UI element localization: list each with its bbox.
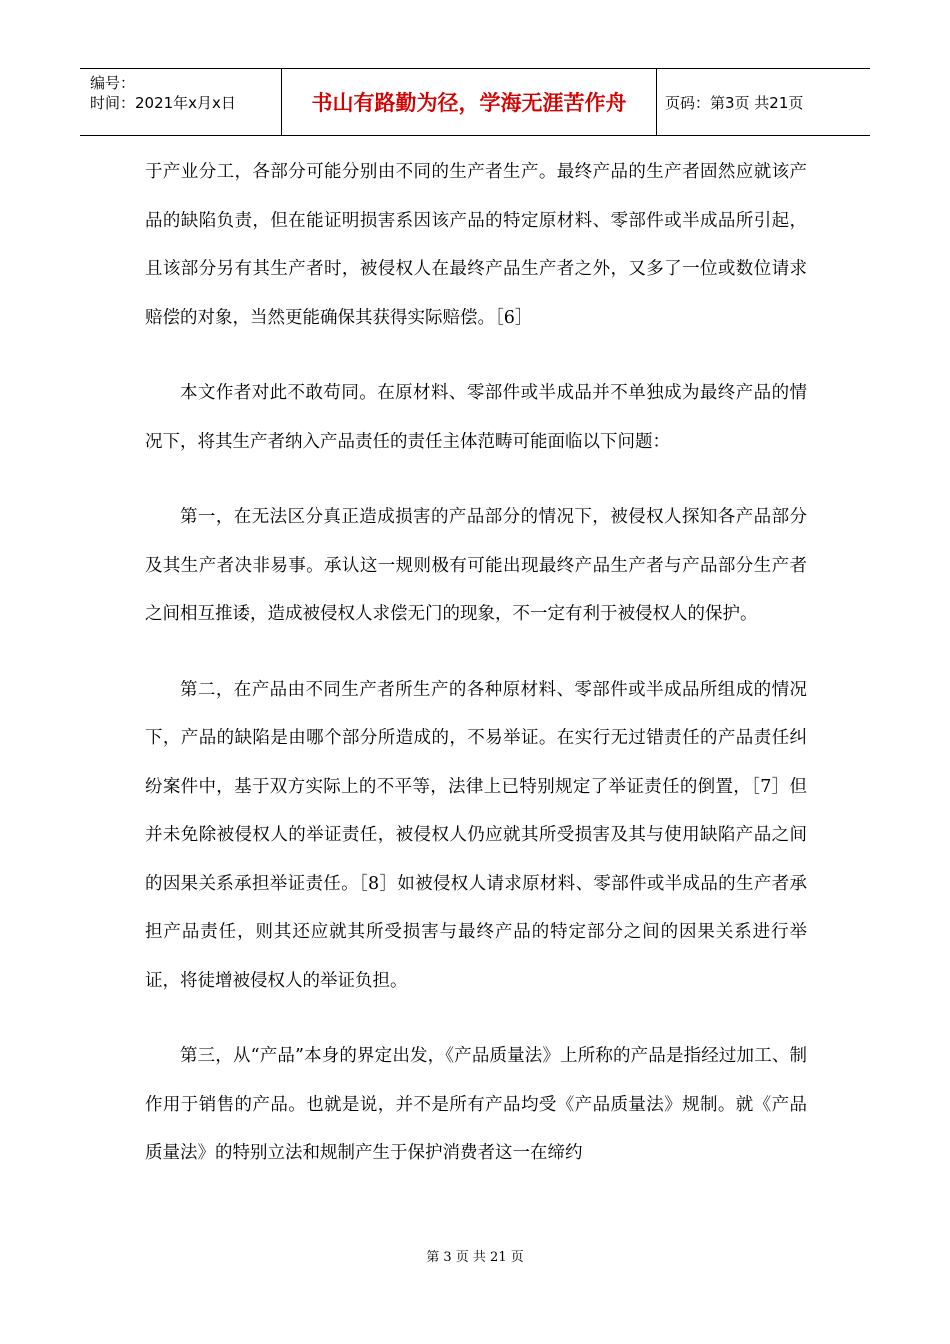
header-meta	[80, 69, 282, 135]
paragraph: 第一，在无法区分真正造成损害的产品部分的情况下，被侵权人探知各产品部分及其生产者决非易事。承认这一规则极有可能出现最终产品生产者与产品部分生产者之间相互推诿，造成被侵权人求偿无门的现象，不一定有利于被侵权人的保护。	[145, 507, 807, 624]
number-label: 编号：	[90, 74, 136, 92]
paragraph: 第二，在产品由不同生产者所生产的各种原材料、零部件或半成品所组成的情况下，产品的缺陷是由哪个部分所造成的，不易举证。在实行无过错责任的产品责任纠纷案件中，基于双方实际上的不平等，法律上已特别规定了举证责任的倒置，［7］但并未免除被侵权人的举证责任，被侵权人仍应就其所受损害及其与使用缺陷产品之间的因果关系承担举证责任。［8］如被侵权人请求原材料、零部件或半成品的生产者承担产品责任，则其还应就其所受损害与最终产品的特定部分之间的因果关系进行举证，将徒增被侵权人的举证负担。	[145, 679, 807, 991]
header-page-info: 页码：第3页 共21页	[665, 93, 804, 112]
paragraph: 第三，从“产品”本身的界定出发，《产品质量法》上所称的产品是指经过加工、制作用于销售的产品。也就是说，并不是所有产品均受《产品质量法》规制。就《产品质量法》的特别立法和规制产生于保护消费者这一在缔约	[145, 1046, 807, 1163]
page-header	[80, 68, 870, 136]
page-footer: 第 3 页 共 21 页	[426, 1250, 524, 1265]
document-body	[145, 148, 807, 1205]
paragraph-continuation: 于产业分工，各部分可能分别由不同的生产者生产。最终产品的生产者固然应就该产品的缺陷负责，但在能证明损害系因该产品的特定原材料、零部件或半成品所引起，且该部分另有其生产者时，被侵权人在最终产品生产者之外，又多了一位或数位请求赔偿的对象，当然更能确保其获得实际赔偿。［6］	[145, 162, 807, 328]
time-label: 时间：2021年x月x日	[90, 94, 236, 112]
paragraph: 本文作者对此不敢苟同。在原材料、零部件或半成品并不单独成为最终产品的情况下，将其生产者纳入产品责任的责任主体范畴可能面临以下问题：	[145, 383, 807, 452]
header-motto: 书山有路勤为径，学海无涯苦作舟	[282, 69, 657, 135]
